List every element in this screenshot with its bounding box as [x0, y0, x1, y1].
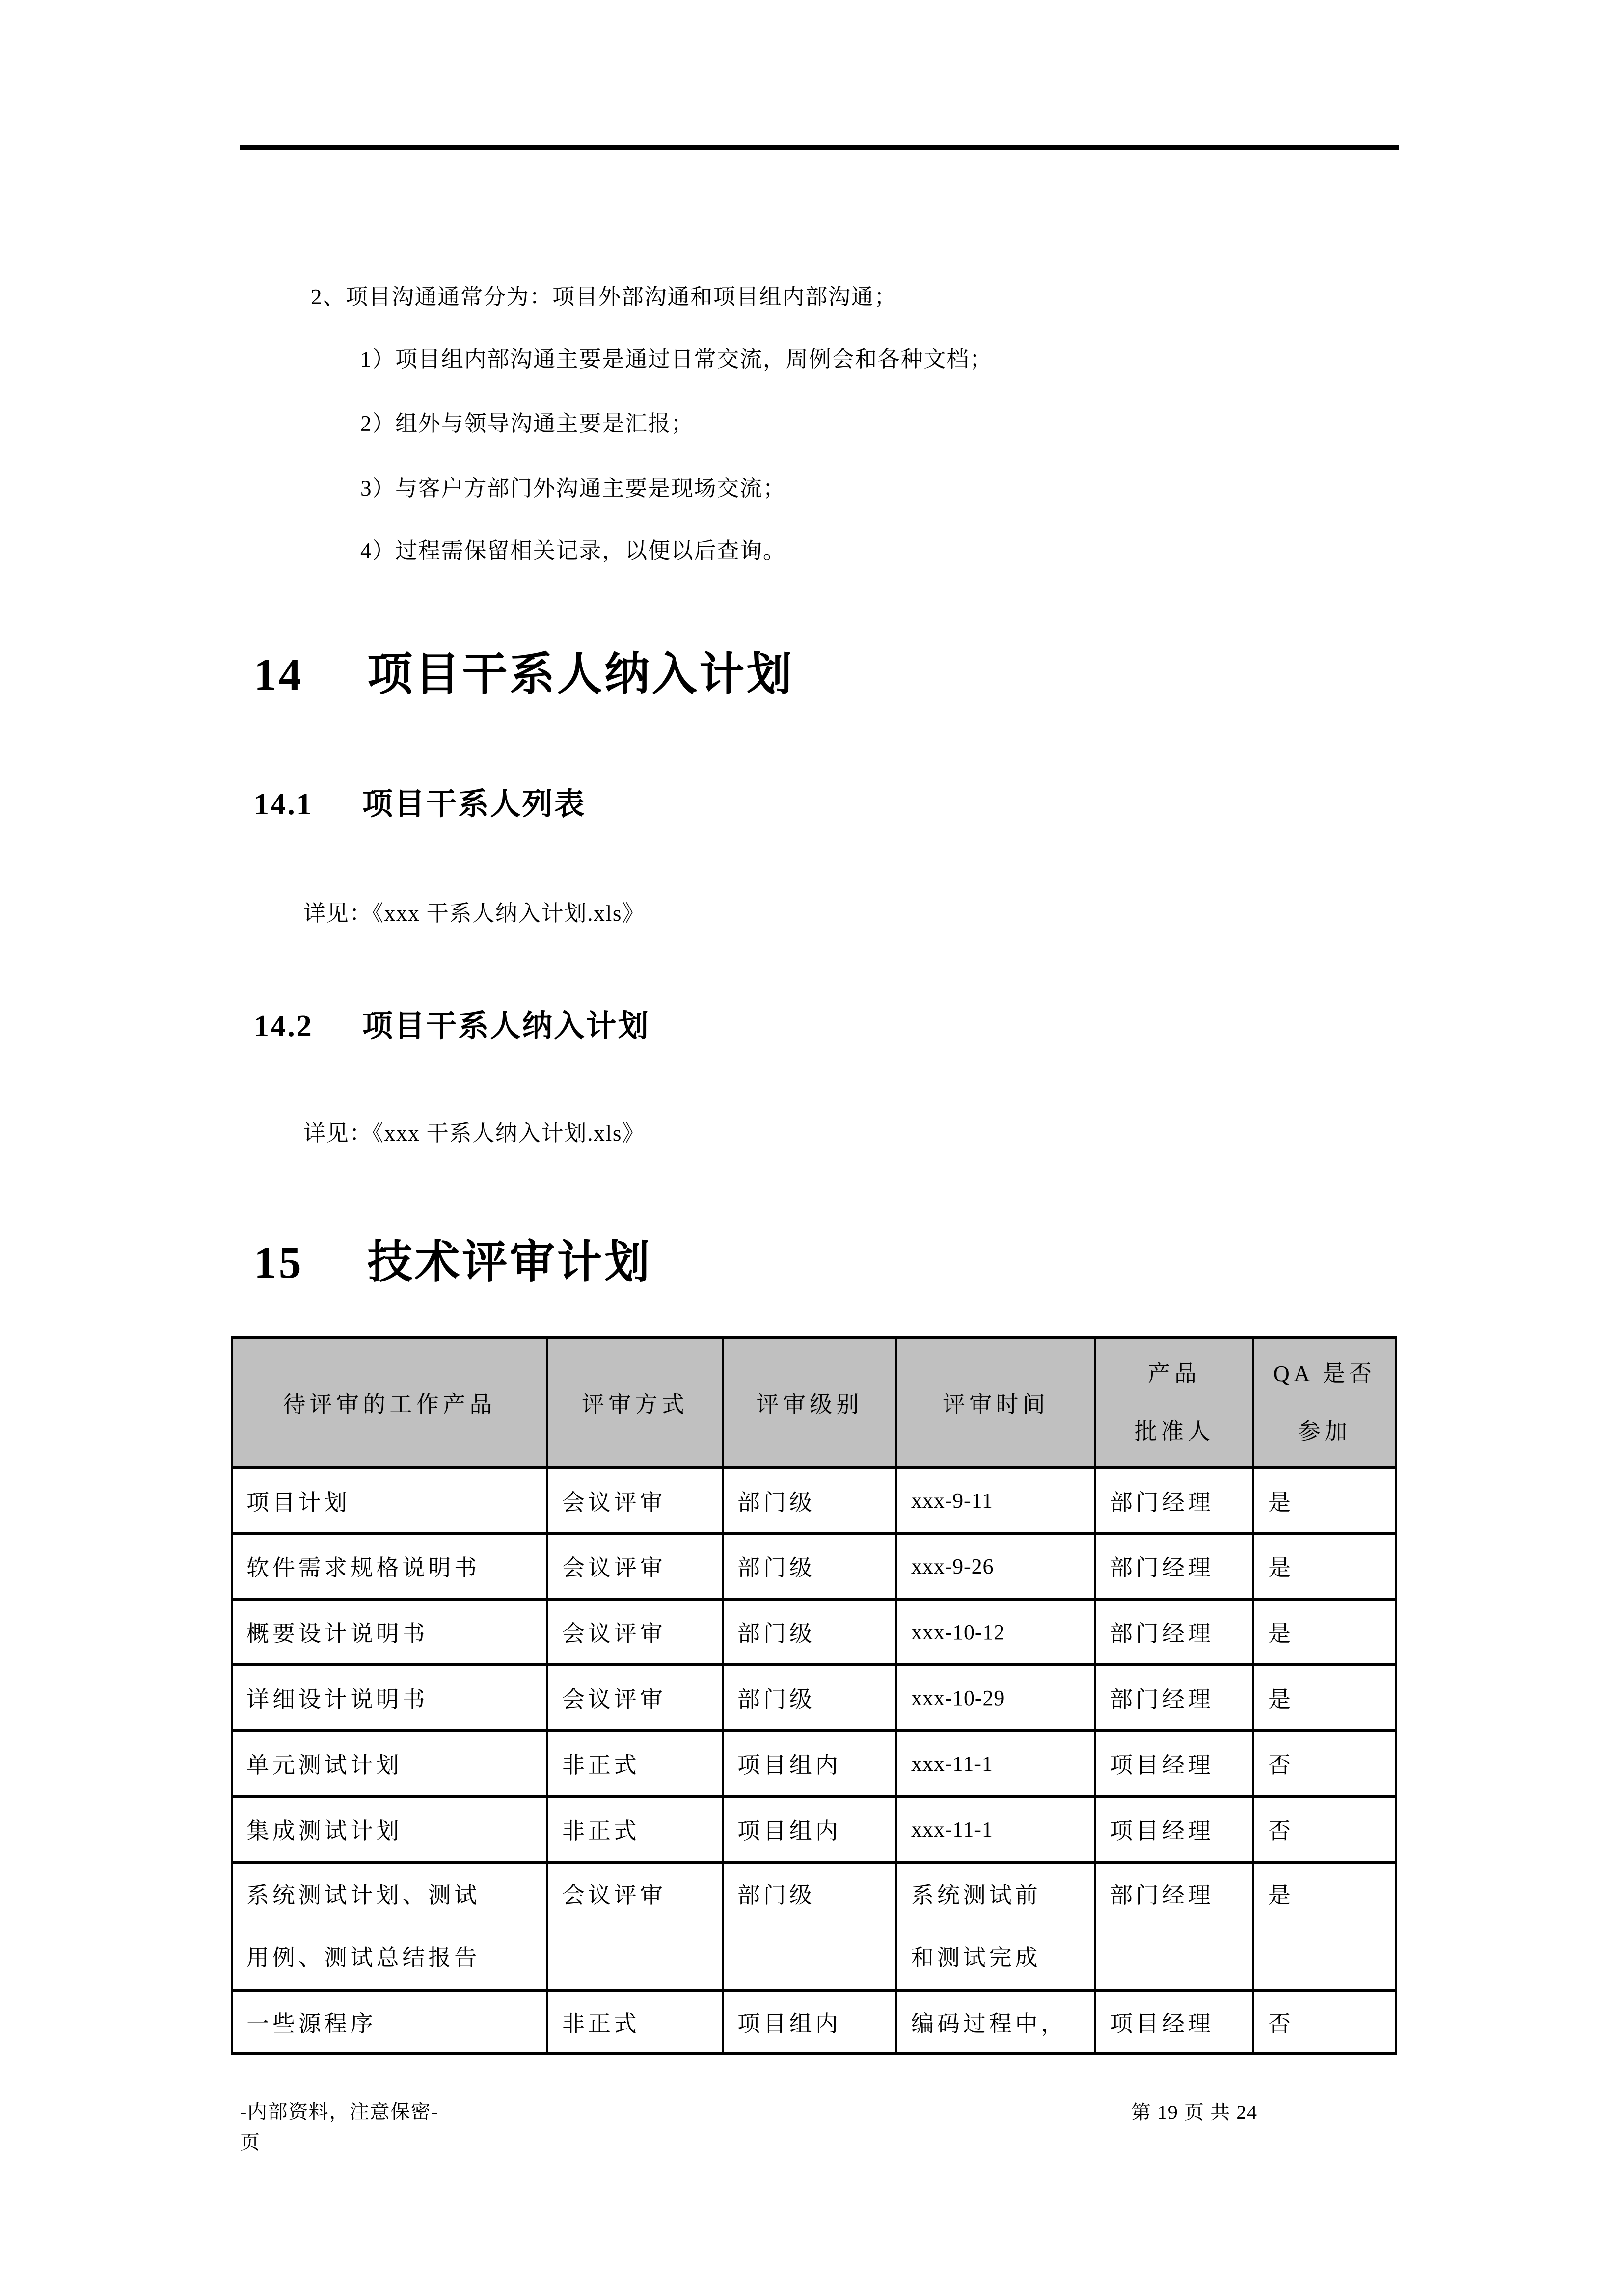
- column-header-label: 评审方式: [581, 1391, 689, 1417]
- cell-line: 用例、测试总结报告: [246, 1945, 481, 1970]
- cell-review-level: 部门级: [723, 1665, 896, 1731]
- cell-review-method: 会议评审: [547, 1665, 723, 1731]
- cell-work-product: 详细设计说明书: [232, 1665, 547, 1731]
- cell-review-time: xxx-11-1: [896, 1796, 1095, 1862]
- section-number: 14: [254, 649, 304, 699]
- cell-review-level: 项目组内: [723, 1731, 896, 1796]
- cell-work-product: 软件需求规格说明书: [232, 1533, 547, 1599]
- cell-approver: 部门经理: [1095, 1468, 1253, 1533]
- table-row: [232, 1991, 1396, 2053]
- section-title: 技术评审计划: [367, 1237, 652, 1287]
- column-header-label: 待评审的工作产品: [283, 1391, 496, 1417]
- table-row: [232, 1468, 1396, 1533]
- column-header: [1095, 1338, 1253, 1468]
- see-reference-2: 详见：《xxx 干系人纳入计划.xls》: [303, 1121, 646, 1146]
- cell-line: 系统测试前: [911, 1883, 1041, 1908]
- footer-confidential-label: -内部资料，注意保密-: [240, 2101, 439, 2123]
- cell-review-time: xxx-10-12: [896, 1599, 1095, 1665]
- cell-qa: 是: [1253, 1665, 1396, 1731]
- cell-approver: 部门经理: [1095, 1862, 1253, 1991]
- cell-review-level: 部门级: [723, 1862, 896, 1991]
- cell-review-level: 部门级: [723, 1533, 896, 1599]
- cell-qa: 是: [1253, 1862, 1396, 1991]
- list-item-4: 4）过程需保留相关记录，以便以后查询。: [360, 538, 786, 563]
- column-header: [723, 1338, 896, 1468]
- column-header-label: 评审时间: [942, 1391, 1050, 1417]
- cell-review-method: 非正式: [547, 1796, 723, 1862]
- cell-work-product: 单元测试计划: [232, 1731, 547, 1796]
- section-heading-14-1: [254, 779, 586, 823]
- list-item-3: 3）与客户方部门外沟通主要是现场交流；: [360, 476, 786, 501]
- cell-review-method: 会议评审: [547, 1599, 723, 1665]
- column-header: [547, 1338, 723, 1468]
- footer-wrapped-char: 页: [240, 2131, 261, 2153]
- column-header-label: 产品: [1147, 1361, 1201, 1386]
- cell-review-method: 会议评审: [547, 1468, 723, 1533]
- cell-qa: 是: [1253, 1468, 1396, 1533]
- column-header: [232, 1338, 547, 1468]
- cell-review-method: 会议评审: [547, 1862, 723, 1991]
- cell-review-method: 非正式: [547, 1991, 723, 2053]
- table-header-row: [232, 1338, 1396, 1468]
- table-row: [232, 1533, 1396, 1599]
- table-row: [232, 1796, 1396, 1862]
- cell-qa: 是: [1253, 1599, 1396, 1665]
- cell-approver: 项目经理: [1095, 1991, 1253, 2053]
- cell-qa: 否: [1253, 1731, 1396, 1796]
- footer-page-number: 第 19 页 共 24: [1131, 2101, 1258, 2123]
- cell-approver: 部门经理: [1095, 1533, 1253, 1599]
- section-number: 14.1: [254, 788, 313, 821]
- list-item-1: 1）项目组内部沟通主要是通过日常交流，周例会和各种文档；: [360, 347, 993, 372]
- review-table: [231, 1336, 1397, 2055]
- cell-approver: 项目经理: [1095, 1796, 1253, 1862]
- cell-review-level: 项目组内: [723, 1991, 896, 2053]
- section-title: 项目干系人列表: [362, 788, 586, 821]
- cell-qa: 否: [1253, 1991, 1396, 2053]
- column-header-label: 评审级别: [756, 1391, 863, 1417]
- section-number: 15: [254, 1237, 304, 1287]
- table-row: [232, 1731, 1396, 1796]
- cell-qa: 否: [1253, 1796, 1396, 1862]
- cell-review-level: 部门级: [723, 1468, 896, 1533]
- cell-work-product: 集成测试计划: [232, 1796, 547, 1862]
- cell-qa: 是: [1253, 1533, 1396, 1599]
- cell-review-time: 编码过程中，: [896, 1991, 1095, 2053]
- cell-work-product: [232, 1862, 547, 1991]
- footer-left: [240, 2097, 438, 2158]
- cell-review-time: xxx-9-11: [896, 1468, 1095, 1533]
- column-header-label: 批准人: [1134, 1418, 1215, 1444]
- column-header-label: QA 是否: [1273, 1361, 1376, 1386]
- cell-approver: 部门经理: [1095, 1599, 1253, 1665]
- cell-review-time: xxx-9-26: [896, 1533, 1095, 1599]
- cell-approver: 部门经理: [1095, 1665, 1253, 1731]
- column-header-label: 参加: [1298, 1418, 1352, 1444]
- cell-line: 和测试完成: [911, 1945, 1041, 1970]
- section-title: 项目干系人纳入计划: [362, 1010, 650, 1043]
- section-number: 14.2: [254, 1010, 313, 1043]
- cell-review-time: xxx-10-29: [896, 1665, 1095, 1731]
- column-header: [1253, 1338, 1396, 1468]
- table-row: [232, 1599, 1396, 1665]
- cell-review-level: 项目组内: [723, 1796, 896, 1862]
- table-row: [232, 1665, 1396, 1731]
- section-heading-15: [254, 1226, 652, 1291]
- list-item-2: 2）组外与领导沟通主要是汇报；: [360, 411, 694, 436]
- cell-review-level: 部门级: [723, 1599, 896, 1665]
- list-intro: 2、项目沟通通常分为：项目外部沟通和项目组内部沟通；: [311, 285, 897, 309]
- cell-line: 系统测试计划、测试: [246, 1883, 481, 1908]
- cell-review-time: [896, 1862, 1095, 1991]
- section-heading-14-2: [254, 1001, 650, 1045]
- cell-review-method: 非正式: [547, 1731, 723, 1796]
- header-rule: [240, 145, 1399, 150]
- cell-work-product: 项目计划: [232, 1468, 547, 1533]
- cell-approver: 项目经理: [1095, 1731, 1253, 1796]
- section-heading-14: [254, 638, 794, 703]
- cell-review-time: xxx-11-1: [896, 1731, 1095, 1796]
- section-title: 项目干系人纳入计划: [367, 649, 794, 699]
- cell-work-product: 概要设计说明书: [232, 1599, 547, 1665]
- table-row: [232, 1862, 1396, 1991]
- cell-review-method: 会议评审: [547, 1533, 723, 1599]
- see-reference-1: 详见：《xxx 干系人纳入计划.xls》: [303, 901, 646, 926]
- column-header: [896, 1338, 1095, 1468]
- cell-work-product: 一些源程序: [232, 1991, 547, 2053]
